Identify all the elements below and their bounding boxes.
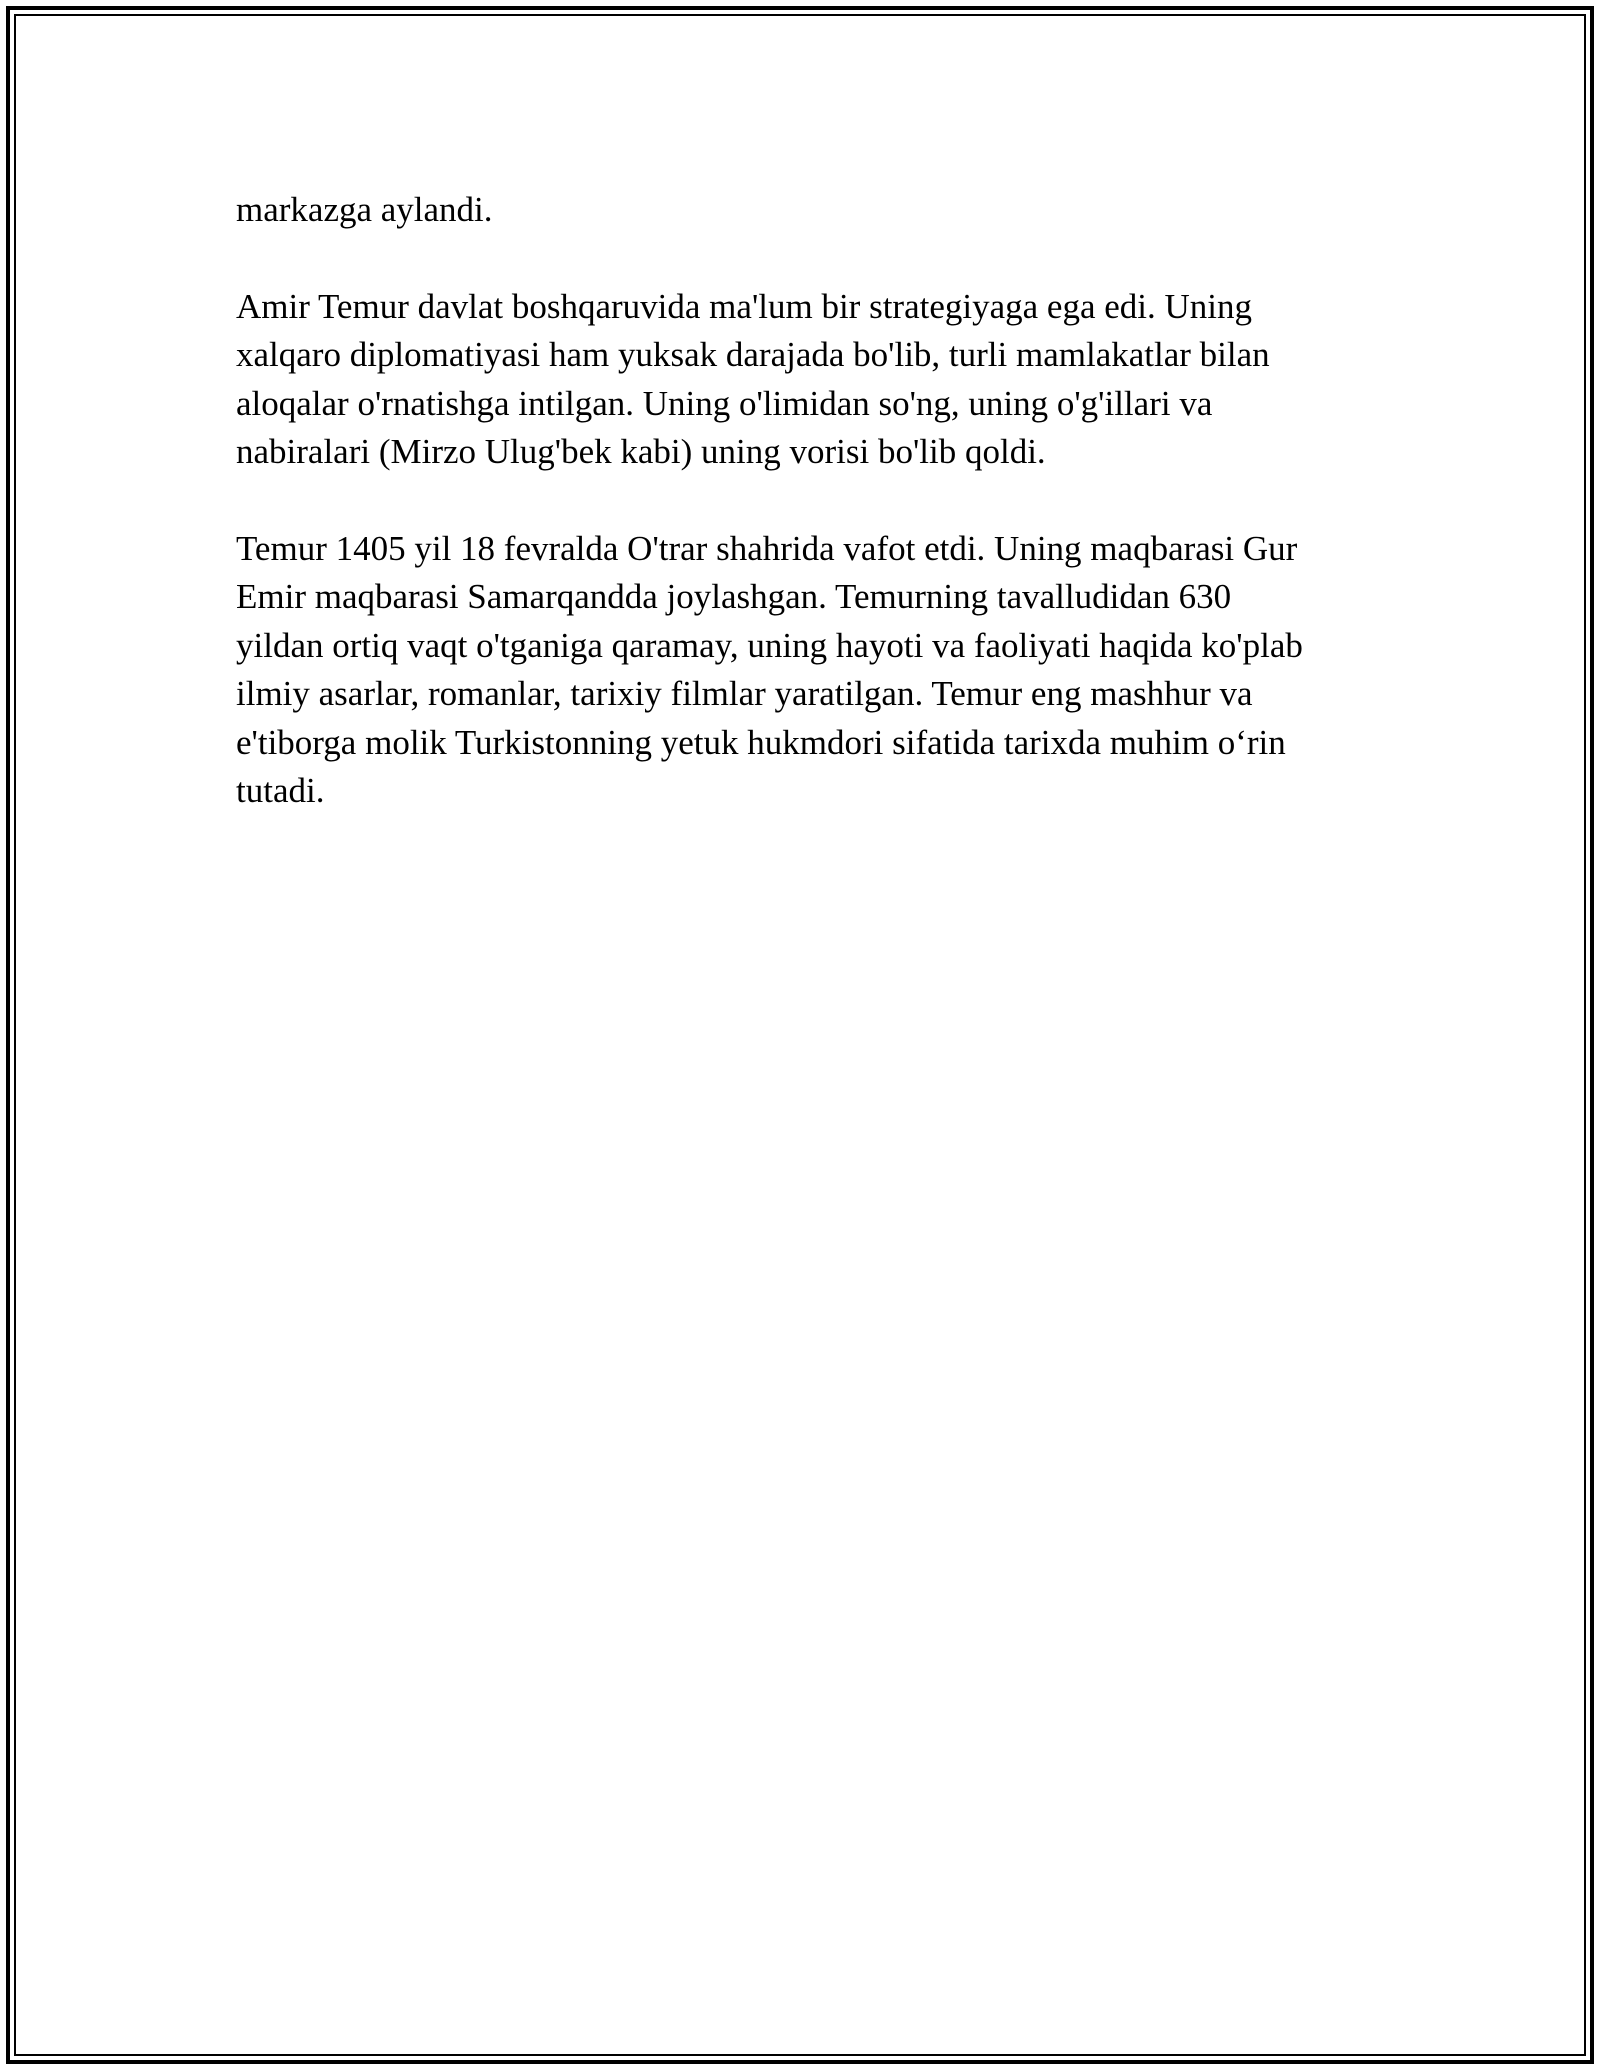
paragraph-1: markazga aylandi. — [236, 190, 493, 229]
paragraph-spacer — [236, 235, 1376, 283]
document-body — [236, 186, 1376, 816]
paragraph-3: Temur 1405 yil 18 fevralda O'trar shahrida vafot etdi. Uning maqbarasi Gur Emir maqbarasi Samarqandda joylashgan. Temurning tavalludidan 630 yildan ortiq vaqt o'tganiga qaramay, uning hayoti va faoliyati haqida ko'plab ilmiy asarlar, romanlar, tarixiy filmlar yaratilgan. Temur eng mashhur va e'tiborga molik Turkistonning yetuk hukmdori sifatida tarixda muhim o‘rin tutadi. — [236, 528, 1303, 810]
paragraph-spacer — [236, 477, 1376, 525]
paragraph-2: Amir Temur davlat boshqaruvida ma'lum bir strategiyaga ega edi. Uning xalqaro diplomatiyasi ham yuksak darajada bo'lib, turli mamlakatlar bilan aloqalar o'rnatishga intilgan. Uning o'limidan so'ng, uning o'g'illari va nabiralari (Mirzo Ulug'bek kabi) uning vorisi bo'lib qoldi. — [236, 286, 1270, 471]
